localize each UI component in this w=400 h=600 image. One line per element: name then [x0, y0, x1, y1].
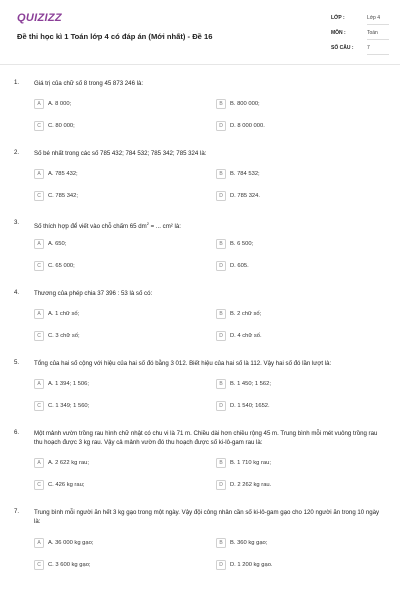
option-text: A. 650; [48, 241, 67, 247]
meta-row-subject [331, 27, 389, 42]
option-letter: B [216, 538, 226, 548]
option-text: B. 784 532; [230, 171, 260, 177]
option-letter: C [34, 560, 44, 570]
option-text: A. 1 394; 1 506; [48, 381, 89, 387]
option-text: B. 2 chữ số; [230, 311, 262, 317]
worksheet-header [0, 0, 400, 65]
option-letter: A [34, 99, 44, 109]
meta-row-count [331, 42, 389, 57]
option-letter: B [216, 239, 226, 249]
question-number: 3. [14, 219, 20, 226]
option-letter: D [216, 331, 226, 341]
option-letter: C [34, 401, 44, 411]
option-text: A. 36 000 kg gạo; [48, 540, 94, 546]
meta-panel [331, 12, 389, 57]
option-letter: D [216, 121, 226, 131]
option-text: D. 2 262 kg rau. [230, 482, 272, 488]
option-text: D. 605. [230, 263, 249, 269]
option-text: D. 4 chữ số. [230, 333, 262, 339]
meta-value: Toán [367, 28, 389, 40]
option-letter: C [34, 191, 44, 201]
question-text-pre: Số thích hợp để viết vào chỗ chấm 65 dm [34, 223, 147, 231]
option-letter: D [216, 480, 226, 490]
option-text: B. 6 500; [230, 241, 254, 247]
page-title: Đề thi học kì 1 Toán lớp 4 có đáp án (Mới nhất) - Đề 16 [17, 32, 213, 41]
meta-label: SỐ CÂU : [331, 45, 354, 51]
option-text: C. 3 600 kg gạo; [48, 562, 91, 568]
option-text: B. 360 kg gạo; [230, 540, 268, 546]
option-letter: B [216, 458, 226, 468]
meta-value: Lớp 4 [367, 13, 389, 25]
option-text: A. 8 000; [48, 101, 72, 107]
option-letter: B [216, 379, 226, 389]
option-letter: B [216, 169, 226, 179]
option-letter: A [34, 239, 44, 249]
option-text: A. 785 432; [48, 171, 78, 177]
question-text-sup: 2 [146, 221, 149, 226]
meta-label: MÔN : [331, 30, 346, 36]
question-text: Tổng của hai số cộng với hiệu của hai số đó bằng 3 012. Biết hiệu của hai số là 112. Vậy hai số đó lần lượt là: [34, 360, 332, 367]
option-letter: A [34, 309, 44, 319]
question-text: Số bé nhất trong các số 785 432; 784 532; 785 342; 785 324 là: [34, 150, 207, 157]
option-letter: A [34, 169, 44, 179]
option-letter: A [34, 379, 44, 389]
option-text: C. 1 349; 1 560; [48, 403, 90, 409]
meta-row-grade [331, 12, 389, 27]
option-text: D. 1 540; 1652. [230, 403, 270, 409]
question-text: Thương của phép chia 37 396 : 53 là số có: [34, 290, 153, 297]
option-letter: D [216, 261, 226, 271]
option-text: C. 80 000; [48, 123, 75, 129]
option-text: B. 1 450; 1 562; [230, 381, 271, 387]
question-text-post: = ... cm² là: [148, 223, 181, 231]
question-number: 1. [14, 79, 20, 86]
option-text: B. 800 000; [230, 101, 260, 107]
option-letter: C [34, 261, 44, 271]
option-text: C. 426 kg rau; [48, 482, 85, 488]
option-letter: D [216, 401, 226, 411]
option-text: C. 785 342; [48, 193, 78, 199]
option-text: B. 1 710 kg rau; [230, 460, 271, 466]
question-text: Một mảnh vườn trồng rau hình chữ nhật có chu vi là 71 m. Chiều dài hơn chiều rộng 45 m. Trung bình mỗi mét vuông trồng rau thu hoạch được 3 kg rau. Vậy cả mảnh vườn đó thu hoạch được số ki-lô-gam rau là: [34, 430, 378, 446]
quizizz-logo: QUIZIZZ [17, 12, 62, 24]
option-text: A. 2 622 kg rau; [48, 460, 89, 466]
question-number: 4. [14, 289, 20, 296]
option-text: A. 1 chữ số; [48, 311, 80, 317]
option-letter: D [216, 560, 226, 570]
question-number: 5. [14, 359, 20, 366]
option-text: D. 785 324. [230, 193, 260, 199]
option-text: C. 65 000; [48, 263, 75, 269]
question-text: Giá trị của chữ số 8 trong 45 873 246 là: [34, 80, 144, 87]
question-number: 6. [14, 429, 20, 436]
option-letter: C [34, 480, 44, 490]
option-letter: A [34, 538, 44, 548]
question-text: Trung bình mỗi người ăn hết 3 kg gạo trong một ngày. Vậy đội công nhân cần số ki-lô-gam gạo cho 120 người ăn trong 10 ngày là: [34, 509, 380, 525]
option-letter: B [216, 309, 226, 319]
option-text: D. 8 000 000. [230, 123, 265, 129]
option-text: C. 3 chữ số; [48, 333, 80, 339]
option-text: D. 1 200 kg gạo. [230, 562, 273, 568]
option-letter: D [216, 191, 226, 201]
question-number: 7. [14, 508, 20, 515]
question-text [34, 219, 382, 231]
option-letter: C [34, 331, 44, 341]
meta-label: LỚP : [331, 15, 345, 21]
question-number: 2. [14, 149, 20, 156]
option-letter: B [216, 99, 226, 109]
option-letter: C [34, 121, 44, 131]
meta-value: 7 [367, 43, 389, 55]
option-letter: A [34, 458, 44, 468]
